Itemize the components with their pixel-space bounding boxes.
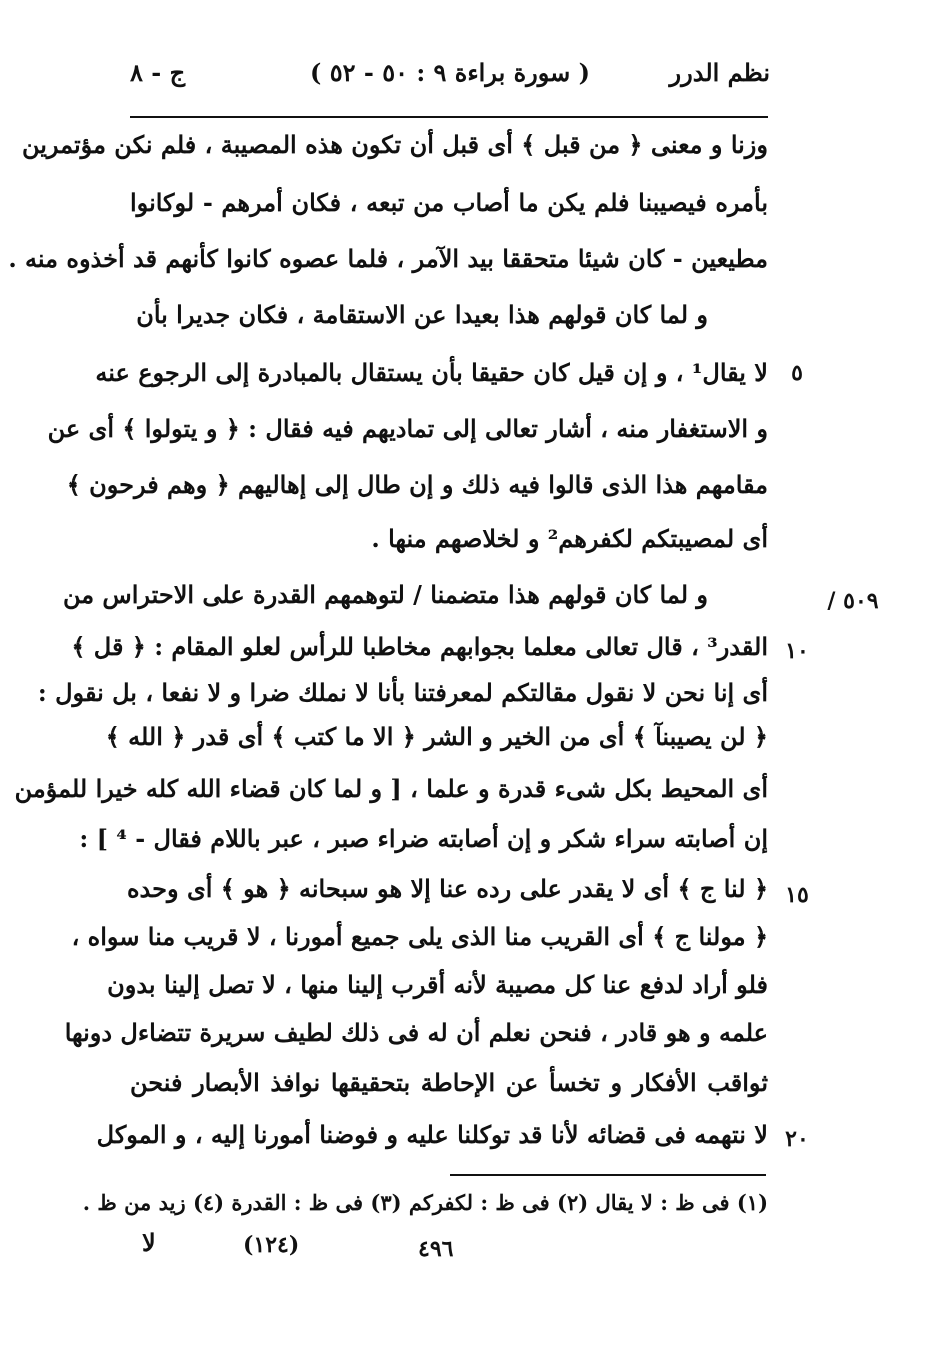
text-line: فلو أراد لدفع عنا كل مصيبة لأنه أقرب إلينا منها ، لا تصل إلينا بدون [107, 970, 768, 999]
text-line: و الاستغفار منه ، أشار تعالى إلى تماديهم فيه فقال : ﴿ و يتولوا ﴾ أى عن [47, 414, 768, 443]
text-line: إن أصابته سراء شكر و إن أصابته ضراء صبر ، عبر باللام فقال - ⁴ ] : [79, 824, 768, 853]
footnote-rule [450, 1174, 766, 1176]
text-line: علمه و هو قادر ، فنحن نعلم أن له فى ذلك لطيف سريرة تتضاءل دونها [64, 1018, 768, 1047]
text-line: ثواقب الأفكار و تخسأ عن الإحاطة بتحقيقها نوافذ الأبصار فنحن [130, 1068, 768, 1097]
text-line: أى المحيط بكل شىء قدرة و علما ، [ و لما كان قضاء الله كله خيرا للمؤمن [14, 774, 768, 803]
catchword: لا [142, 1228, 156, 1257]
text-line: و لما كان قولهم هذا متضمنا / لتوهمهم القدرة على الاحتراس من [62, 580, 708, 609]
text-line: ﴿ لن يصيبنآ ﴾ أى من الخير و الشر ﴿ الا ما كتب ﴾ أى قدر ﴿ الله ﴾ [105, 722, 768, 751]
text-line: ﴿ لنا ج ﴾ أى لا يقدر على رده عنا إلا هو سبحانه ﴿ هو ﴾ أى وحده [126, 874, 768, 903]
header-rule [130, 116, 768, 118]
text-line: بأمره فيصيبنا فلم يكن ما أصاب من تبعه ، فكان أمرهم - لوكانوا [130, 188, 768, 217]
text-line: لا نتهمه فى قضائه لأنا قد توكلنا عليه و فوضنا أمورنا إليه ، و الموكل [96, 1120, 768, 1149]
manuscript-folio-reference: ٥٠٩ / [827, 588, 879, 614]
text-line: مطيعين - كان شيئا متحققا بيد الآمر ، فلما عصوه كانوا كأنهم قد أخذوه منه . [8, 244, 768, 273]
text-line: القدر³ ، قال تعالى معلما بجوابهم مخاطبا للرأس لعلو المقام : ﴿ قل ﴾ [71, 632, 768, 661]
text-line: مقامهم هذا الذى قالوا فيه ذلك و إن طال إلى إهاليهم ﴿ وهم فرحون ﴾ [66, 470, 768, 499]
text-line: أى لمصيبتكم لكفرهم² و لخلاصهم منها . [371, 524, 768, 553]
text-line: ﴿ مولنا ج ﴾ أى القريب منا الذى يلى جميع أمورنا ، لا قريب منا سواه ، [71, 922, 768, 951]
running-header [130, 52, 770, 92]
text-line: و لما كان قولهم هذا بعيدا عن الاستقامة ، فكان جديرا بأن [136, 300, 708, 329]
text-line: أى إنا نحن لا نقول مقالتكم لمعرفتنا بأنا لا نملك ضرا و لا نفعا ، بل نقول : [37, 678, 768, 707]
sheet-number: (١٢٤) [243, 1232, 300, 1258]
text-line: لا يقال¹ ، و إن قيل كان حقيقا بأن يستقال بالمبادرة إلى الرجوع عنه [95, 358, 768, 387]
page-number: ٤٩٦ [418, 1236, 454, 1262]
footnotes: (١) فى ظ : لا يقال (٢) فى ظ : لكفركم (٣) فى ظ : القدرة (٤) زيد من ظ . [82, 1190, 768, 1215]
line-number-15: ١٥ [785, 882, 809, 908]
volume-number: ج - ٨ [130, 58, 186, 87]
text-line: وزنا و معنى ﴿ من قبل ﴾ أى قبل أن تكون هذه المصيبة ، فلم نكن مؤتمرين [21, 130, 768, 159]
book-title: نظم الدرر [669, 58, 770, 87]
surah-reference: ( سورة براءة ٩ : ٥٠ - ٥٢ ) [310, 58, 590, 87]
line-number-20: ٢٠ [785, 1126, 809, 1152]
line-number-10: ١٠ [785, 638, 809, 664]
line-number-5: ٥ [791, 360, 803, 386]
